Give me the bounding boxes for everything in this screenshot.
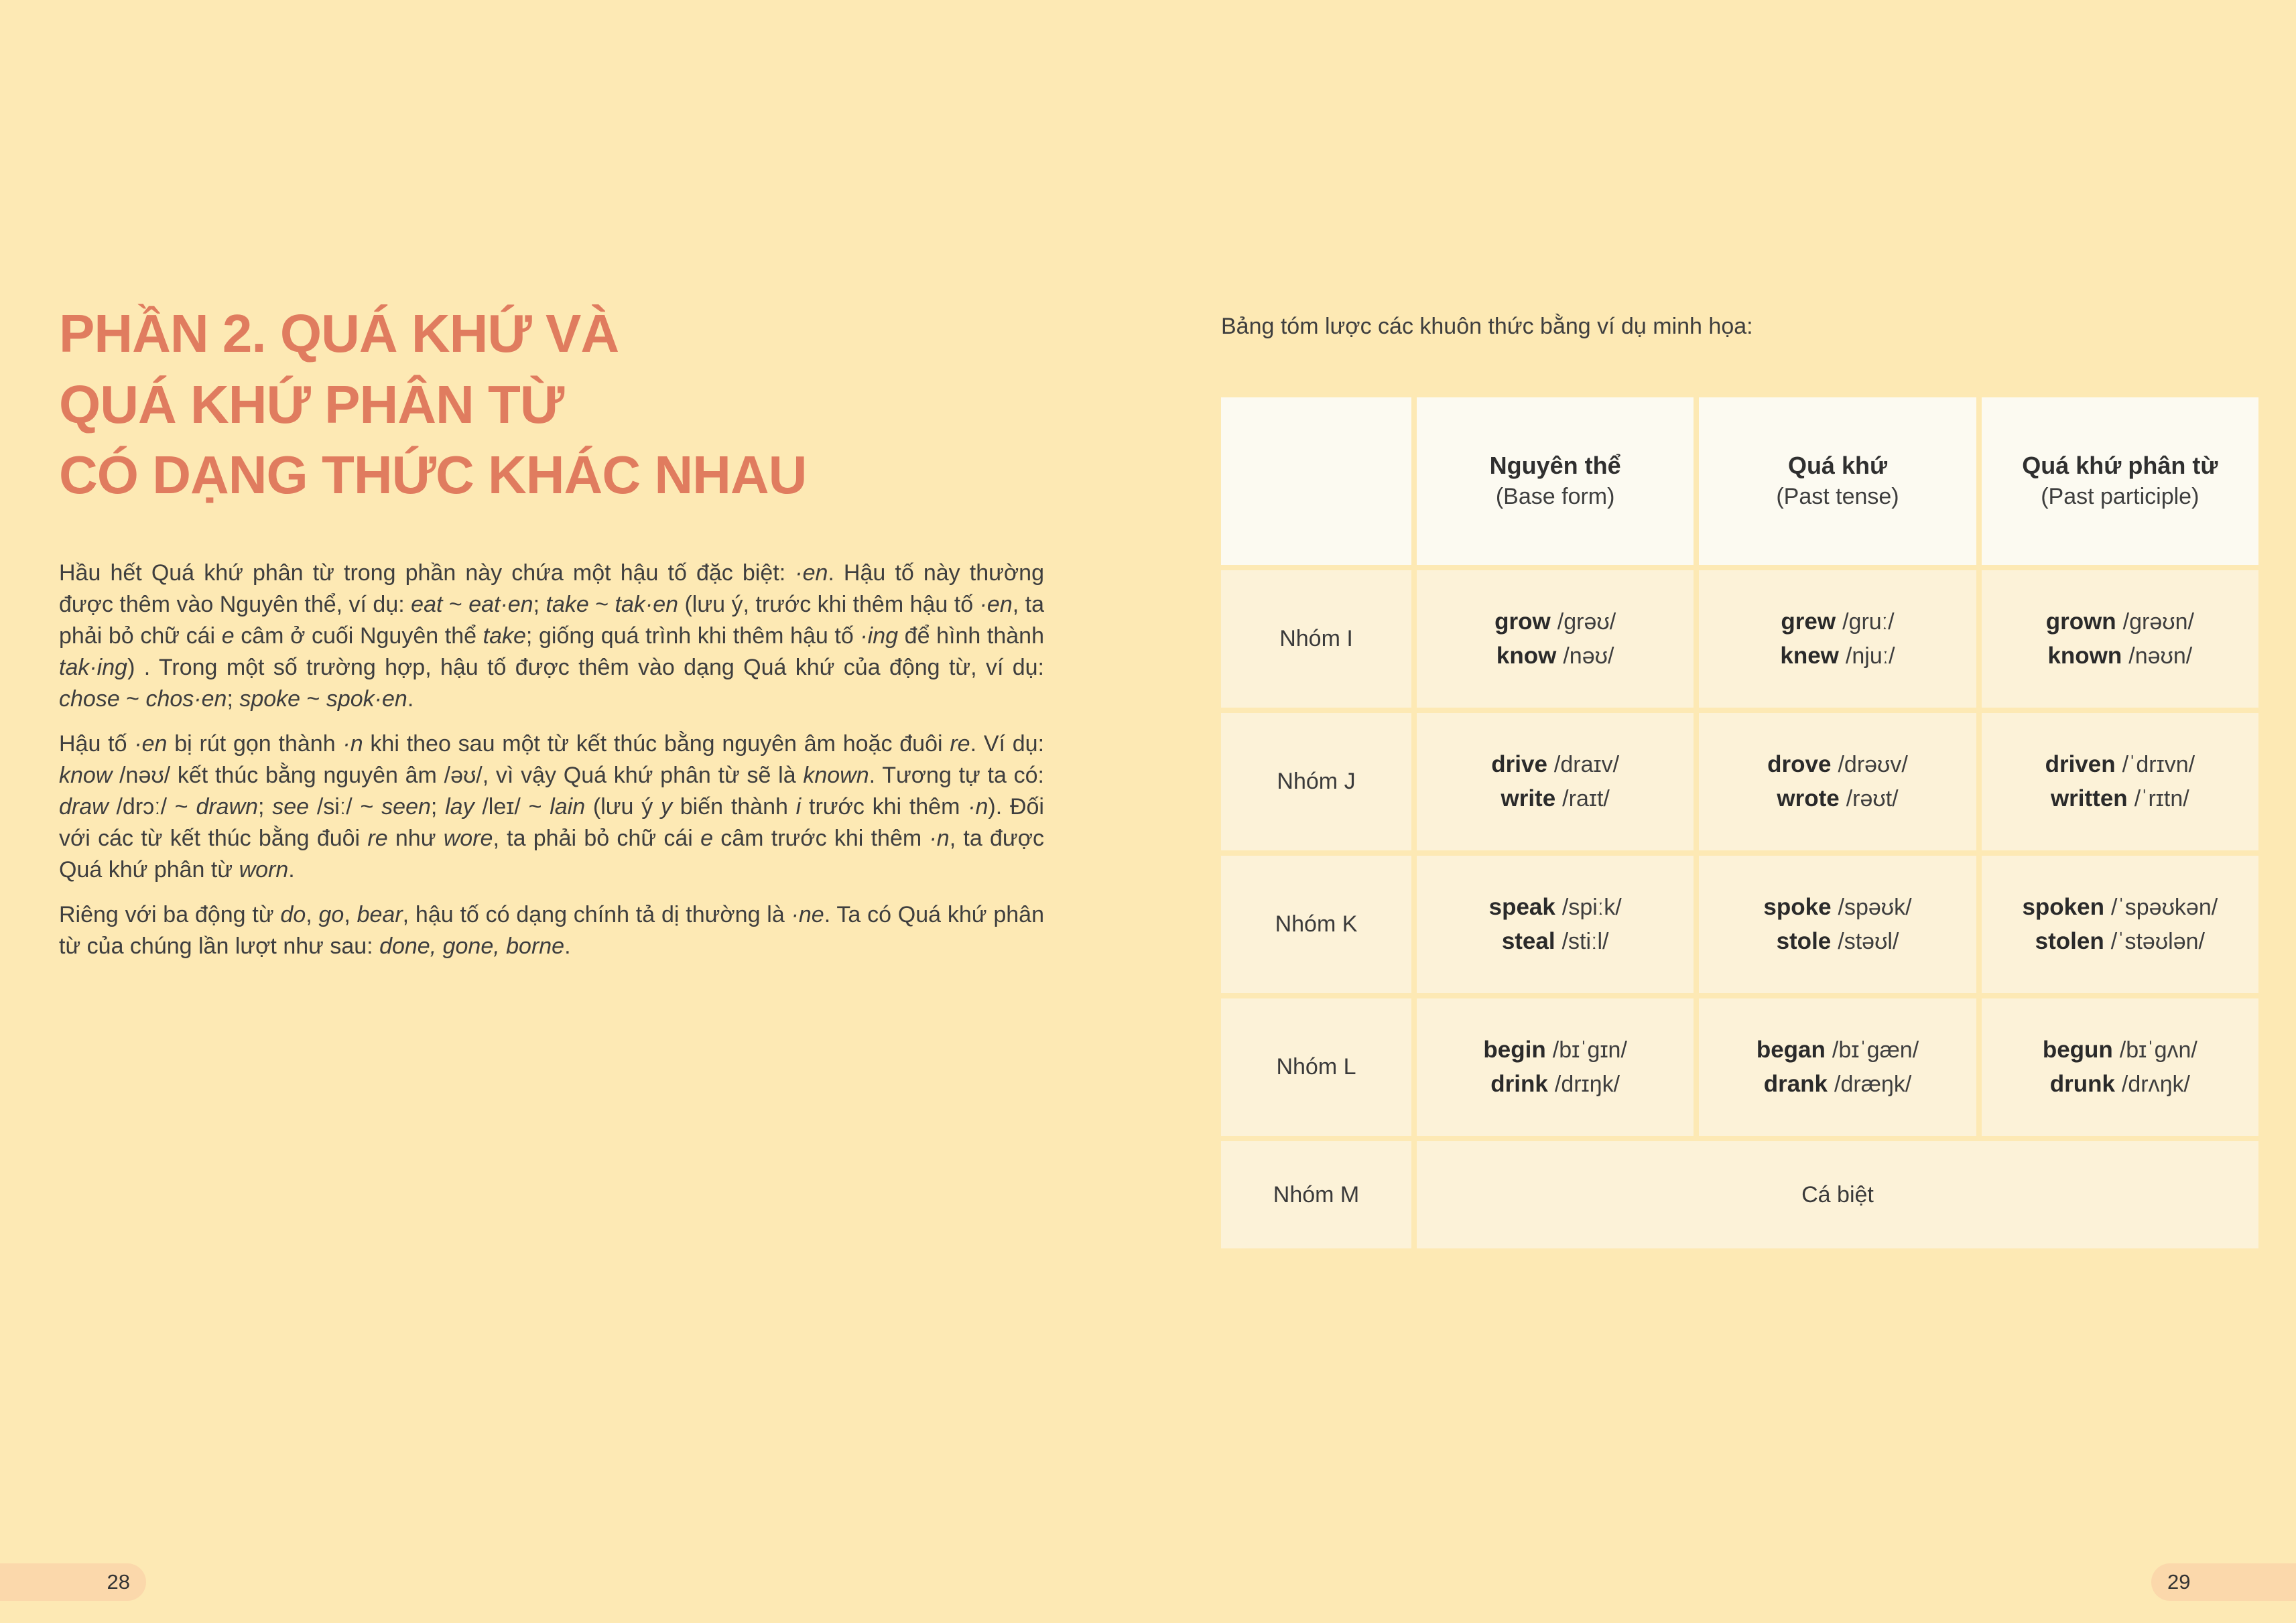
verb-word: drink	[1490, 1070, 1548, 1097]
row-label-nhom-m: Nhóm M	[1221, 1141, 1411, 1248]
verb-ipa: /stəʊl/	[1838, 928, 1899, 954]
special-merged-cell: Cá biệt	[1417, 1141, 2258, 1248]
page-number: 29	[2167, 1570, 2191, 1594]
verb-line	[1496, 639, 1614, 673]
verb-ipa: /drɪŋk/	[1554, 1071, 1620, 1097]
verb-cell	[1982, 998, 2258, 1136]
verb-line	[1780, 639, 1895, 673]
verb-line	[1764, 1067, 1912, 1102]
verb-line	[1491, 748, 1619, 782]
verb-line	[1501, 782, 1609, 816]
verb-word: drove	[1767, 751, 1832, 777]
verb-ipa: /njuː/	[1845, 643, 1895, 669]
paragraph-2: Hậu tố ·en bị rút gọn thành ·n khi theo sau một từ kết thúc bằng nguyên âm hoặc đuôi re. Ví dụ: know /nəʊ/ kết thúc bằng nguyên âm /əʊ/, vì vậy Quá khứ phân từ sẽ là known. Tương tự ta có: draw /drɔː/ ~ drawn; see /siː/ ~ seen; lay /leɪ/ ~ lain (lưu ý y biến thành i trước khi thêm ·n). Đối với các từ kết thúc bằng đuôi re như wore, ta phải bỏ chữ cái e câm trước khi thêm ·n, ta được Quá khứ phân từ worn.	[59, 730, 1045, 883]
verb-cell	[1417, 998, 1694, 1136]
verb-ipa: /bɪˈgʌn/	[2119, 1037, 2197, 1063]
verb-ipa: /spəʊk/	[1838, 894, 1912, 920]
verb-ipa: /grəʊ/	[1557, 608, 1616, 635]
column-title: Nguyên thể	[1489, 451, 1621, 479]
verb-word: know	[1496, 642, 1557, 669]
page-number-pill-left	[0, 1563, 146, 1601]
section-heading	[59, 298, 1044, 511]
verb-line	[2043, 1033, 2197, 1067]
verb-cell	[1699, 570, 1976, 708]
verb-word: drunk	[2049, 1070, 2115, 1097]
heading-line-3: CÓ DẠNG THỨC KHÁC NHAU	[59, 445, 807, 505]
heading-line-1: PHẦN 2. QUÁ KHỨ VÀ	[59, 304, 619, 363]
verb-word: written	[2050, 785, 2128, 812]
verb-word: stolen	[2035, 927, 2104, 954]
row-label-nhom-k: Nhóm K	[1221, 856, 1411, 993]
verb-line	[1502, 925, 1609, 959]
verb-word: begun	[2042, 1036, 2113, 1063]
verb-word: grow	[1494, 608, 1551, 635]
verb-line	[2047, 639, 2192, 673]
verb-word: driven	[2045, 751, 2116, 777]
row-label-nhom-l: Nhóm L	[1221, 998, 1411, 1136]
table-header-past-participle	[1982, 397, 2258, 565]
table-header-past-tense	[1699, 397, 1976, 565]
verb-forms-table	[1221, 397, 2258, 1248]
column-title: Quá khứ	[1787, 451, 1888, 479]
verb-ipa: /ˈspəʊkən/	[2111, 894, 2218, 920]
verb-line	[1490, 1067, 1620, 1102]
verb-line	[1757, 1033, 1919, 1067]
heading-line-2: QUÁ KHỨ PHÂN TỪ	[59, 374, 564, 434]
verb-word: wrote	[1777, 785, 1840, 812]
verb-line	[2046, 605, 2194, 639]
page-number: 28	[107, 1570, 130, 1594]
row-label-nhom-i: Nhóm I	[1221, 570, 1411, 708]
verb-cell	[1699, 713, 1976, 850]
verb-word: grown	[2045, 608, 2116, 635]
verb-ipa: /grəʊn/	[2122, 608, 2194, 635]
verb-ipa: /dræŋk/	[1834, 1071, 1912, 1097]
verb-line	[2022, 891, 2218, 925]
verb-line	[2050, 1067, 2190, 1102]
verb-word: spoke	[1763, 893, 1832, 920]
table-header-base-form	[1417, 397, 1694, 565]
column-title: Quá khứ phân từ	[2022, 451, 2218, 479]
verb-line	[2045, 748, 2195, 782]
verb-line	[2051, 782, 2189, 816]
verb-ipa: /nəʊn/	[2128, 643, 2193, 669]
verb-cell	[1982, 570, 2258, 708]
row-label-nhom-j: Nhóm J	[1221, 713, 1411, 850]
verb-word: spoken	[2022, 893, 2104, 920]
verb-word: write	[1501, 785, 1556, 812]
verb-ipa: /ˈdrɪvn/	[2122, 751, 2195, 777]
body-text	[59, 558, 1044, 962]
verb-cell	[1982, 856, 2258, 993]
verb-ipa: /gruː/	[1842, 608, 1895, 635]
table-caption: Bảng tóm lược các khuôn thức bằng ví dụ minh họa:	[1221, 314, 1753, 339]
verb-word: drank	[1763, 1070, 1828, 1097]
verb-ipa: /drʌŋk/	[2121, 1071, 2190, 1097]
verb-ipa: /ˈstəʊlən/	[2110, 928, 2205, 954]
verb-line	[1763, 891, 1911, 925]
verb-cell	[1699, 856, 1976, 993]
table-header-empty-cell	[1221, 397, 1411, 565]
verb-ipa: /ˈrɪtn/	[2134, 785, 2189, 812]
verb-ipa: /drəʊv/	[1838, 751, 1908, 777]
verb-cell	[1982, 713, 2258, 850]
paragraph-3: Riêng với ba động từ do, go, bear, hậu tố có dạng chính tả dị thường là ·ne. Ta có Quá khứ phân từ của chúng lần lượt như sau: done, gone, borne.	[59, 901, 1044, 959]
verb-line	[2035, 925, 2205, 959]
verb-line	[1777, 925, 1899, 959]
verb-word: drive	[1491, 751, 1547, 777]
verb-line	[1781, 605, 1894, 639]
verb-cell	[1417, 713, 1694, 850]
verb-word: begin	[1483, 1036, 1546, 1063]
verb-line	[1489, 891, 1622, 925]
verb-word: grew	[1781, 608, 1836, 635]
verb-ipa: /raɪt/	[1562, 785, 1610, 812]
verb-word: began	[1756, 1036, 1826, 1063]
verb-line	[1777, 782, 1898, 816]
verb-word: stole	[1776, 927, 1832, 954]
verb-ipa: /draɪv/	[1553, 751, 1620, 777]
paragraph-1: Hầu hết Quá khứ phân từ trong phần này chứa một hậu tố đặc biệt: ·en. Hậu tố này thường được thêm vào Nguyên thể, ví dụ: eat ~ eat·en; take ~ tak·en (lưu ý, trước khi thêm hậu tố ·en, ta phải bỏ chữ cái e câm ở cuối Nguyên thể take; giống quá trình khi thêm hậu tố ·ing để hình thành tak·ing) . Trong một số trường hợp, hậu tố được thêm vào dạng Quá khứ của động từ, ví dụ: chose ~ chos·en; spoke ~ spok·en.	[59, 560, 1045, 712]
page-number-pill-right	[2151, 1563, 2296, 1601]
column-subtitle: (Past participle)	[2041, 484, 2199, 510]
verb-word: steal	[1501, 927, 1555, 954]
column-subtitle: (Past tense)	[1776, 484, 1899, 510]
verb-line	[1483, 1033, 1627, 1067]
verb-ipa: /bɪˈgɪn/	[1552, 1037, 1627, 1063]
verb-cell	[1699, 998, 1976, 1136]
verb-cell	[1417, 856, 1694, 993]
verb-ipa: /rəʊt/	[1846, 785, 1899, 812]
verb-cell	[1417, 570, 1694, 708]
verb-ipa: /bɪˈgæn/	[1832, 1037, 1919, 1063]
verb-line	[1767, 748, 1908, 782]
verb-line	[1494, 605, 1616, 639]
verb-ipa: /nəʊ/	[1563, 643, 1614, 669]
verb-word: known	[2047, 642, 2122, 669]
verb-ipa: /spiːk/	[1561, 894, 1622, 920]
column-subtitle: (Base form)	[1495, 484, 1615, 510]
left-page-content	[59, 298, 1044, 976]
verb-word: knew	[1780, 642, 1839, 669]
verb-word: speak	[1488, 893, 1555, 920]
verb-ipa: /stiːl/	[1561, 928, 1609, 954]
